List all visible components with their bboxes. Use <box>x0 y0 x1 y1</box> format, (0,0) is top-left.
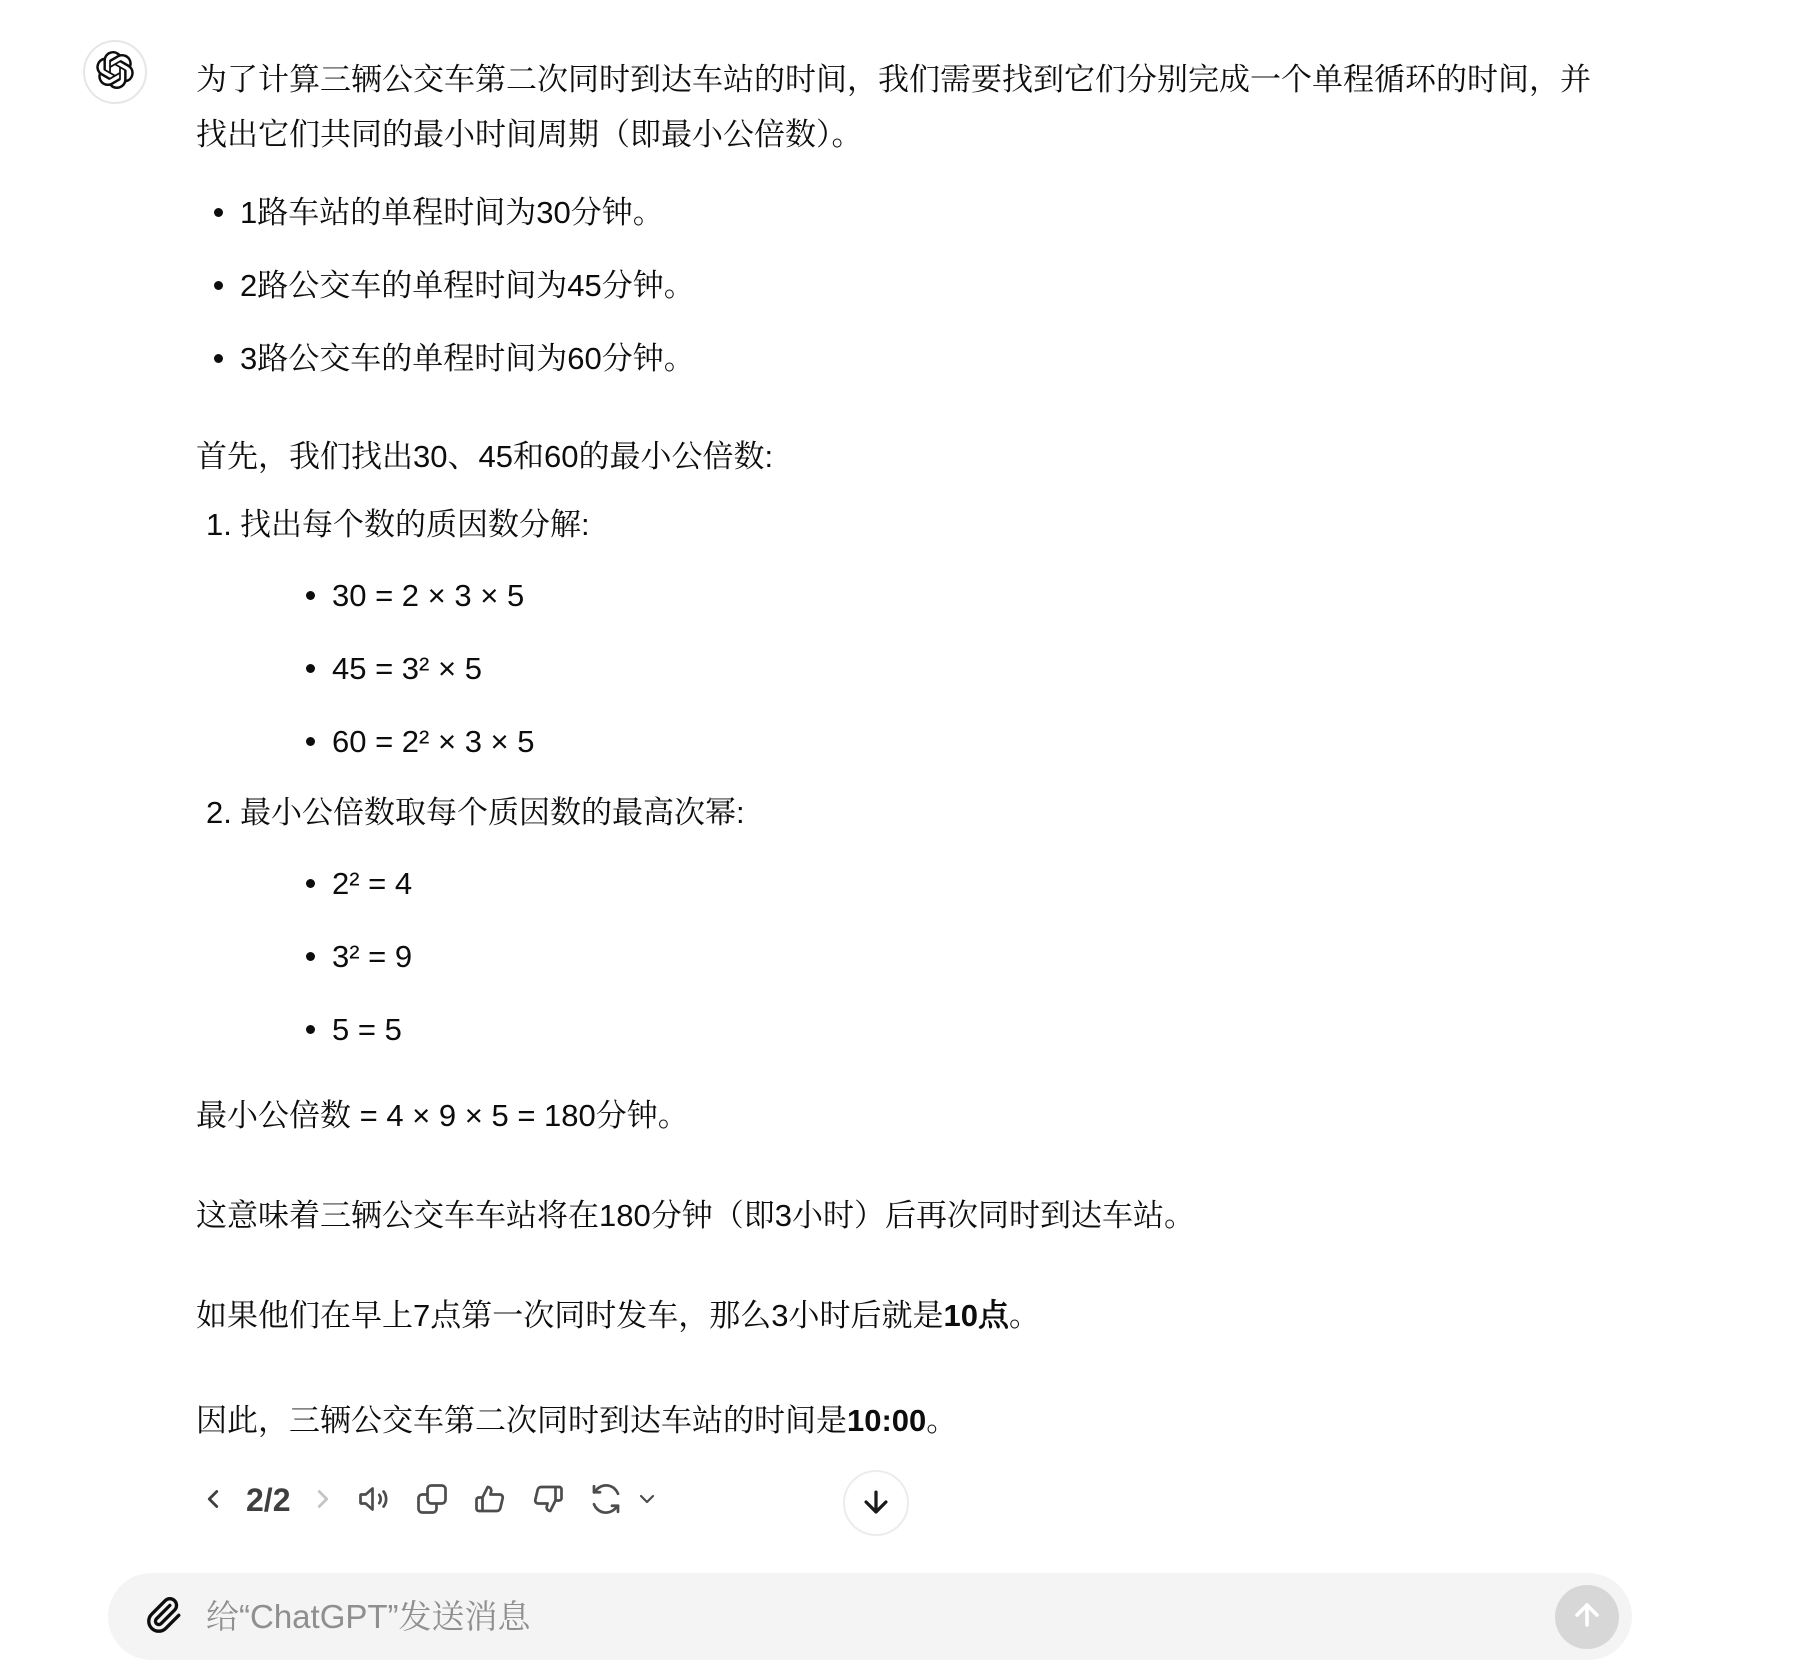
list-item: 60 = 2² × 3 × 5 <box>288 717 1596 767</box>
list-item: 2. 最小公倍数取每个质因数的最高次幂: 2² = 4 3² = 9 5 = 5 <box>196 788 1596 1055</box>
message-paragraph: 因此，三辆公交车第二次同时到达车站的时间是10:00。 <box>196 1403 958 1438</box>
regenerate-menu-button[interactable] <box>632 1476 662 1524</box>
list-item: 1路车站的单程时间为30分钟。 <box>196 188 1596 238</box>
thumbs-down-button[interactable] <box>524 1476 572 1524</box>
bus-times-list <box>196 188 1596 384</box>
assistant-avatar <box>83 40 147 104</box>
list-item: 5 = 5 <box>288 1005 1596 1055</box>
thumbs-down-icon <box>530 1481 566 1520</box>
chevron-right-icon <box>308 1484 338 1517</box>
message-input[interactable] <box>206 1587 1555 1647</box>
thumbs-up-icon <box>472 1481 508 1520</box>
message-paragraph: 如果他们在早上7点第一次同时发车，那么3小时后就是10点。 <box>196 1298 1040 1333</box>
list-item: 45 = 3² × 5 <box>288 644 1596 694</box>
message-paragraph: 这意味着三辆公交车车站将在180分钟（即3小时）后再次同时到达车站。 <box>196 1198 1195 1233</box>
copy-button[interactable] <box>408 1476 456 1524</box>
read-aloud-button[interactable] <box>350 1476 398 1524</box>
regenerate-group <box>582 1476 662 1524</box>
attach-file-button[interactable] <box>136 1591 188 1643</box>
message-paragraph: 为了计算三辆公交车第二次同时到达车站的时间，我们需要找到它们分别完成一个单程循环的时间，并找出它们共同的最小时间周期（即最小公倍数）。 <box>196 62 1591 152</box>
assistant-message <box>196 40 1596 1524</box>
message-paragraph: 最小公倍数 = 4 × 9 × 5 = 180分钟。 <box>196 1098 689 1133</box>
list-item: 30 = 2 × 3 × 5 <box>288 571 1596 621</box>
list-item: 1. 找出每个数的质因数分解: 30 = 2 × 3 × 5 45 = 3² × 5 60 = 2² × 3 × 5 <box>196 500 1596 767</box>
scroll-to-bottom-button[interactable] <box>843 1470 909 1536</box>
bullet-icon <box>214 208 223 217</box>
bold-answer: 10:00 <box>847 1403 927 1438</box>
bullet-icon <box>306 664 315 673</box>
bullet-icon <box>306 1025 315 1034</box>
bullet-icon <box>306 591 315 600</box>
message-paragraph: 首先，我们找出30、45和60的最小公倍数: <box>196 439 774 474</box>
list-item: 3路公交车的单程时间为60分钟。 <box>196 334 1596 384</box>
bold-answer: 10点 <box>943 1298 1009 1333</box>
send-button[interactable] <box>1555 1585 1619 1649</box>
chevron-left-icon <box>198 1484 228 1517</box>
list-number: 2. <box>206 795 232 830</box>
bullet-icon <box>214 354 223 363</box>
bullet-icon <box>306 737 315 746</box>
copy-icon <box>414 1481 450 1520</box>
list-item: 2² = 4 <box>288 859 1596 909</box>
thumbs-up-button[interactable] <box>466 1476 514 1524</box>
regenerate-icon <box>588 1481 624 1520</box>
page-indicator: 2/2 <box>246 1481 291 1518</box>
bullet-icon <box>214 281 223 290</box>
prev-response-button[interactable] <box>196 1476 230 1524</box>
bullet-icon <box>306 879 315 888</box>
arrow-down-icon <box>859 1485 893 1522</box>
next-response-button <box>306 1476 340 1524</box>
list-number: 1. <box>206 507 232 542</box>
arrow-up-icon <box>1570 1598 1604 1635</box>
factorization-list <box>288 571 1596 767</box>
list-item: 3² = 9 <box>288 932 1596 982</box>
steps-list <box>196 500 1596 1055</box>
message-composer <box>108 1573 1632 1660</box>
list-item: 2路公交车的单程时间为45分钟。 <box>196 261 1596 311</box>
speaker-icon <box>356 1481 392 1520</box>
chevron-down-icon <box>635 1487 659 1514</box>
regenerate-button[interactable] <box>582 1476 630 1524</box>
paperclip-icon <box>141 1594 183 1639</box>
bullet-icon <box>306 952 315 961</box>
powers-list <box>288 859 1596 1055</box>
openai-logo-icon <box>96 51 134 94</box>
